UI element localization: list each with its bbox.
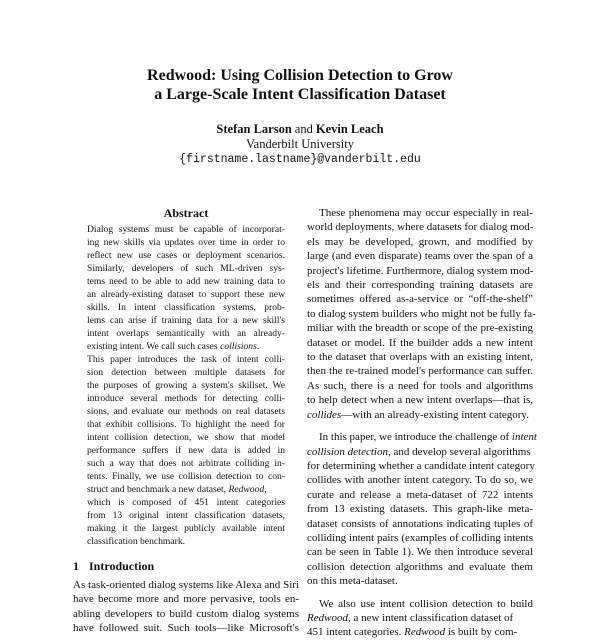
term-collision-detection: collision detection xyxy=(307,445,388,458)
abstract-line: that exhibit collisions. To highlight the need for xyxy=(87,419,285,430)
body-line-text: 451 intent categories. xyxy=(307,626,405,639)
title-line-1: Redwood: Using Collision Detection to Grow xyxy=(147,67,453,84)
body-line: can be seen in Table 1). We then introduce several xyxy=(307,546,533,559)
abstract-line: Similarly, developers of such ML-driven sys- xyxy=(87,263,285,274)
section-title: Introduction xyxy=(89,559,155,573)
abstract-line: Dialog systems must be capable of incorporat- xyxy=(87,224,285,235)
abstract-line: such a way that does not arbitrate colliding in- xyxy=(87,458,285,469)
body-line-collision-detection xyxy=(307,445,533,459)
paragraph-3 xyxy=(307,597,533,640)
left-column xyxy=(73,206,299,636)
paragraph-gap xyxy=(307,422,533,430)
abstract-heading: Abstract xyxy=(163,206,209,220)
body-line: from 13 existing datasets. This graph-like meta- xyxy=(307,503,533,516)
abstract-line: the purposes of growing a system's skillset. We xyxy=(87,380,285,391)
body-line: collision detection algorithms and evaluate them xyxy=(307,560,533,573)
body-line: We also use intent collision detection to build xyxy=(319,597,533,610)
intro-line: As task-oriented dialog systems like Alexa and Siri xyxy=(73,579,299,591)
abstract-line: introduce several methods for detecting colli- xyxy=(87,393,285,404)
author-1: Stefan Larson xyxy=(216,122,292,136)
body-line-text: is built by com- xyxy=(445,626,518,639)
body-line: els and their corresponding training datasets are xyxy=(307,279,533,292)
body-line: els may be developed, grown, and modified by xyxy=(307,235,533,248)
introduction-body xyxy=(73,578,299,636)
abstract-line: ing new skills via updates over time in order to xyxy=(87,237,285,248)
term-collides: collides xyxy=(307,408,342,421)
body-line: miliar with the breadth or scope of the pre-existing xyxy=(307,322,533,335)
body-line: As such, there is a need for tools and algorithms xyxy=(307,379,533,392)
abstract-line-redwood xyxy=(87,483,285,496)
author-conjunction: and xyxy=(294,122,313,136)
abstract-line: This paper introduces the task of intent colli- xyxy=(87,354,285,365)
abstract-line-text: struct and benchmark a new dataset, xyxy=(87,484,229,495)
body-line: to help detect when a new intent overlaps—that is, xyxy=(307,394,533,407)
abstract-line: making it the largest publicly available intent xyxy=(87,523,285,534)
punctuation: , xyxy=(264,484,267,495)
body-line-collides xyxy=(307,408,533,422)
abstract-body xyxy=(87,223,285,548)
abstract-line-text: existing intent. We call such cases xyxy=(87,341,221,352)
body-line-text: —with an already-existing intent category. xyxy=(341,408,529,421)
term-collisions: collisions xyxy=(220,341,257,352)
title-line-2: a Large-Scale Intent Classification Dataset xyxy=(154,86,446,103)
abstract-line: which is composed of 451 intent categories xyxy=(87,497,285,508)
body-line: to the dataset that overlaps with an existing intent, xyxy=(307,351,533,364)
body-line: then the re-trained model's performance can suffer. xyxy=(307,365,533,378)
body-line: on this meta-dataset. xyxy=(307,575,398,588)
intro-line: abling developers to build custom dialog systems xyxy=(73,607,299,620)
paragraph-1 xyxy=(307,206,536,422)
abstract-line: an already-existing dataset to support these new xyxy=(87,289,285,300)
abstract-line: performance suffers if new data is added in xyxy=(87,445,285,456)
abstract-line: lems can arise if training data for a new skill's xyxy=(87,315,285,326)
abstract-line: sion detection between multiple datasets for xyxy=(87,367,285,378)
abstract-line: sions, and evaluate our methods on real datasets xyxy=(87,406,285,417)
term-redwood: Redwood xyxy=(404,626,446,639)
abstract-line: tents. Finally, we use collision detection to con- xyxy=(87,471,285,482)
body-line: world deployments, where datasets for dialog mod- xyxy=(307,221,534,234)
paragraph-2 xyxy=(307,430,537,588)
body-line: These phenomena may occur especially in real- xyxy=(319,207,533,219)
body-line-redwood xyxy=(307,611,533,625)
body-line: to dialog system builders who might not be fully fa- xyxy=(307,307,536,320)
abstract-line: classification benchmark. xyxy=(87,536,186,547)
body-line: large (and even disparate) teams over the span of a xyxy=(307,250,533,263)
abstract-line: from 13 original intent classification datasets, xyxy=(87,510,285,521)
author-block xyxy=(0,122,600,167)
body-line: colliding intent pairs (examples of colliding intents xyxy=(307,531,533,544)
body-line: project's lifetime. Furthermore, dialog system mod- xyxy=(307,264,534,277)
body-line: curate and release a meta-dataset of 722 intents xyxy=(307,488,533,501)
author-names xyxy=(0,122,600,137)
term-intent: intent xyxy=(511,431,537,444)
body-line: collides with another intent category. To do so, we xyxy=(307,474,533,487)
term-redwood: Redwood xyxy=(228,484,265,495)
abstract-line: intent overlaps semantically with an already- xyxy=(87,328,285,339)
body-line: sometimes offered as-a-service or “off-the-shelf” xyxy=(307,293,533,306)
body-line: for determining whether a candidate intent category xyxy=(307,459,535,472)
body-line-redwood-2 xyxy=(307,625,533,639)
abstract-line-collisions xyxy=(87,340,285,353)
body-line: dataset or model. If the builder adds a new intent xyxy=(307,336,533,349)
abstract-line: reflect new use cases or deployment scenarios. xyxy=(87,250,285,261)
term-redwood: Redwood xyxy=(307,611,348,624)
abstract-line: skills. In intent classification systems, prob- xyxy=(87,302,285,313)
abstract-line: intent collision detection, we show that model xyxy=(87,432,285,443)
affiliation: Vanderbilt University xyxy=(246,137,354,151)
body-line-text: In this paper, we introduce the challenge of xyxy=(319,431,512,444)
body-line-text: , a new intent classification dataset of xyxy=(347,611,514,624)
body-line-text: , and develop several algorithms xyxy=(387,445,531,458)
punctuation: . xyxy=(256,341,260,352)
paper-title xyxy=(0,66,600,104)
intro-line: have become more and more pervasive, tools en- xyxy=(73,593,299,606)
abstract-line: tems need to be able to add new training data to xyxy=(87,276,285,287)
body-line: dataset consists of annotations indicating tuples of xyxy=(307,517,533,530)
body-line-intent xyxy=(307,430,537,444)
author-email: {firstname.lastname}@vanderbilt.edu xyxy=(179,153,421,166)
intro-line: have followed suit. Such tools—like Microsoft's xyxy=(73,622,299,635)
paragraph-gap xyxy=(307,589,533,597)
section-heading-introduction xyxy=(73,559,299,574)
section-number: 1 xyxy=(73,559,79,573)
author-2: Kevin Leach xyxy=(315,122,384,136)
right-column xyxy=(307,206,537,640)
